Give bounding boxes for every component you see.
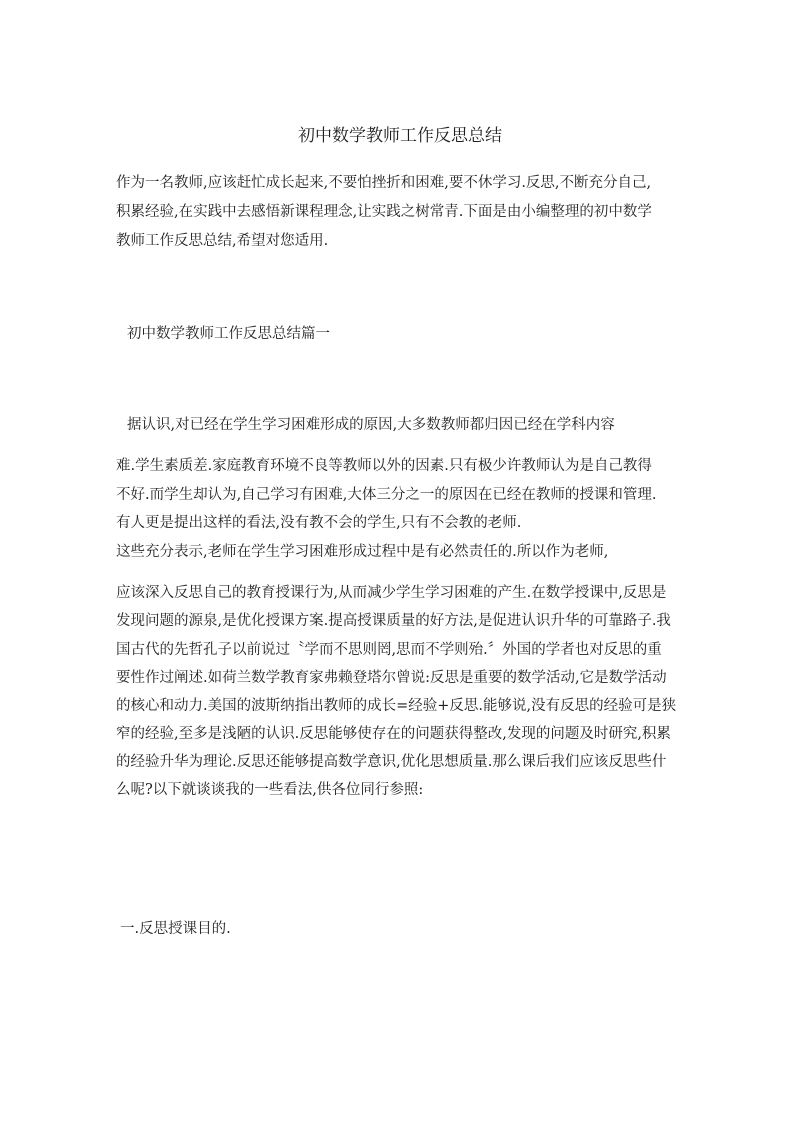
paragraph-line: 的经验升华为理论.反思还能够提高数学意识,优化思想质量.那么课后我们应该反思些什 (116, 754, 667, 770)
paragraph-line: 有人更是提出这样的看法,没有教不会的学生,只有不会教的老师. (116, 515, 522, 531)
paragraph-line: 发现问题的源泉,是优化授课方案.提高授课质量的好方法,是促进认识升华的可靠路子.我 (116, 613, 671, 629)
paragraph-line: 的核心和动力.美国的波斯纳指出教师的成长=经验+反思.能够说,没有反思的经验可是狭 (116, 698, 677, 714)
paragraph-line: 不好.而学生却认为,自己学习有困难,大体三分之一的原因在已经在教师的授课和管理. (116, 487, 657, 503)
paragraph-line: 么呢?以下就谈谈我的一些看法,供各位同行参照: (116, 782, 424, 798)
paragraph-line: 应该深入反思自己的教育授课行为,从而减少学生学习困难的产生.在数学授课中,反思是 (116, 585, 667, 601)
paragraph-line: 这些充分表示,老师在学生学习困难形成过程中是有必然责任的.所以作为老师, (116, 544, 609, 560)
subheading: 一.反思授课目的. (120, 921, 231, 937)
paragraph-line: 难.学生素质差.家庭教育环境不良等教师以外的因素.只有极少许教师认为是自己教得 (116, 458, 652, 474)
paragraph-line: 要性作过阐述.如荷兰数学教育家弗赖登塔尔曾说:反思是重要的数学活动,它是数学活动 (116, 670, 667, 686)
intro-line: 作为一名教师,应该赶忙成长起来,不要怕挫折和困难,要不休学习.反思,不断充分自己, (116, 175, 652, 191)
intro-line: 积累经验,在实践中去感悟新课程理念,让实践之树常青.下面是由小编整理的初中数学 (116, 204, 652, 220)
document-title: 初中数学教师工作反思总结 (298, 126, 502, 146)
intro-line: 教师工作反思总结,希望对您适用. (116, 233, 329, 249)
section-heading: 初中数学教师工作反思总结篇一 (127, 326, 330, 342)
paragraph-line: 据认识,对已经在学生学习困难形成的原因,大多数教师都归因已经在学科内容 (127, 417, 615, 433)
paragraph-line: 国古代的先哲孔子以前说过〝学而不思则罔,思而不学则殆.〞外国的学者也对反思的重 (116, 642, 662, 658)
paragraph-line: 窄的经验,至多是浅陋的认识.反思能够使存在的问题获得整改,发现的问题及时研究,积累 (116, 726, 671, 742)
